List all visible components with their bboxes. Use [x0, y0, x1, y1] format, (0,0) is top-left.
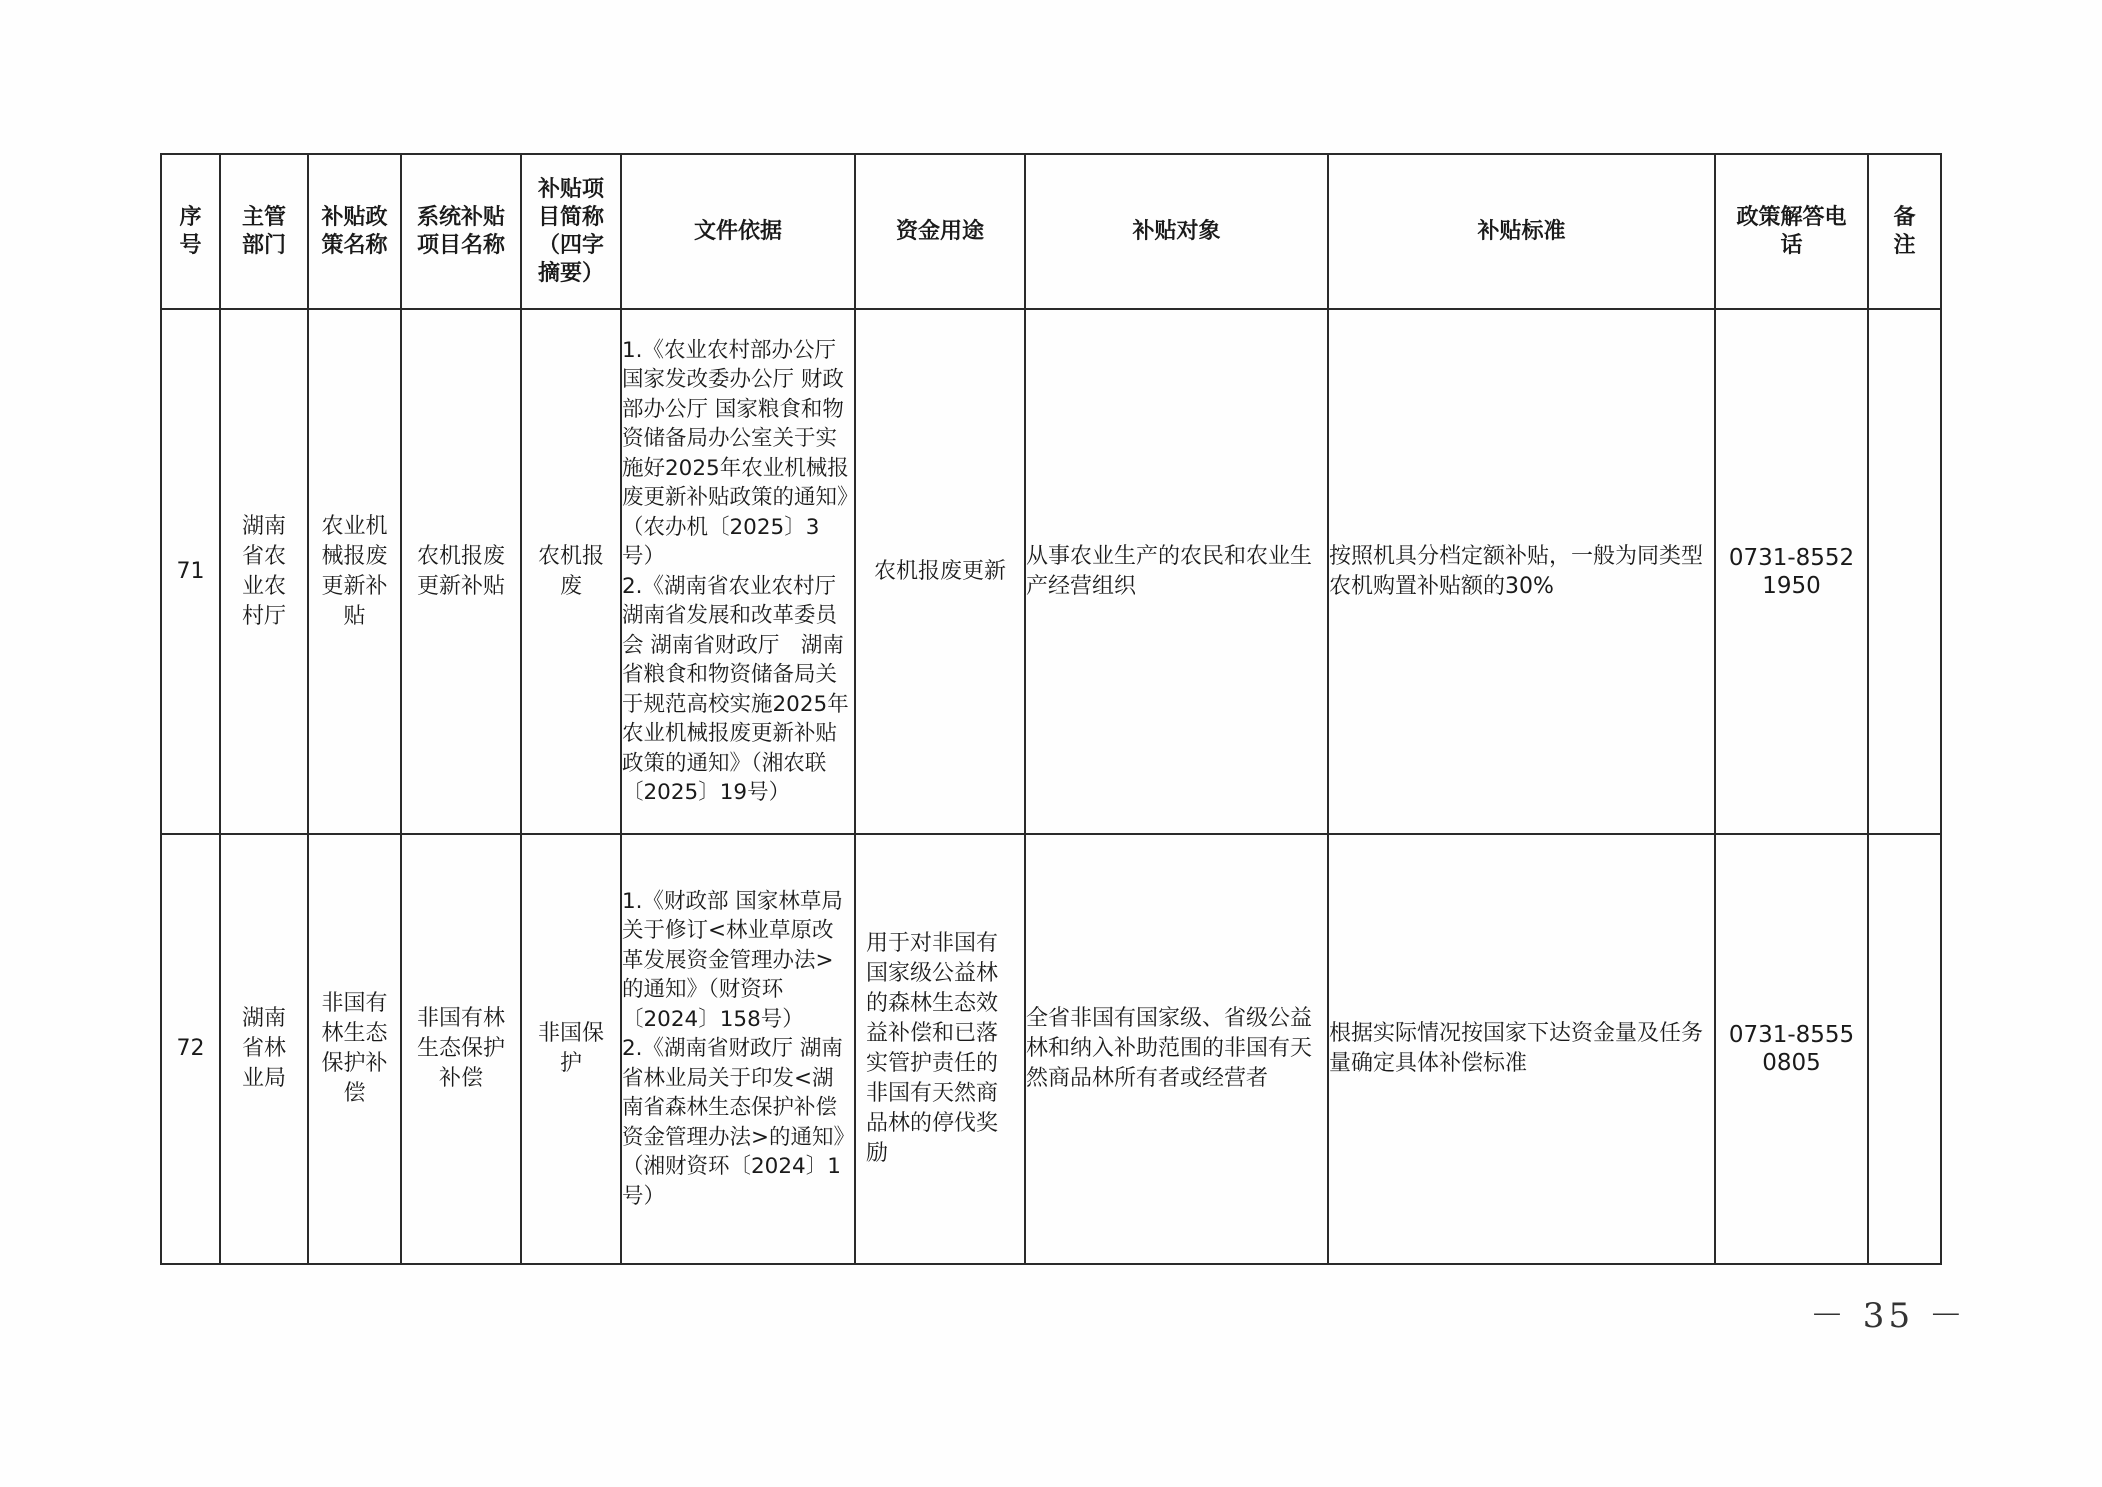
cell-system: 农机报废更新补贴 — [401, 309, 521, 834]
header-remark: 备注 — [1868, 154, 1941, 309]
page-number: － 35 － — [1810, 1296, 1967, 1336]
header-seq: 序号 — [161, 154, 220, 309]
cell-target: 从事农业生产的农民和农业生产经营组织 — [1025, 309, 1328, 834]
header-usage: 资金用途 — [855, 154, 1025, 309]
cell-target: 全省非国有国家级、省级公益林和纳入补助范围的非国有天然商品林所有者或经营者 — [1025, 834, 1328, 1264]
cell-abbr: 非国保护 — [521, 834, 621, 1264]
cell-system: 非国有林生态保护补偿 — [401, 834, 521, 1264]
table-row — [161, 834, 1941, 1264]
cell-remark — [1868, 309, 1941, 834]
cell-basis: 1.《财政部 国家林草局关于修订<林业草原改革发展资金管理办法>的通知》（财资环〔2024〕158号） 2.《湖南省财政厅 湖南省林业局关于印发<湖南省森林生态保护补偿资金管理办法>的通知》（湘财资环〔2024〕1号） — [621, 834, 855, 1264]
header-policy: 补贴政策名称 — [308, 154, 401, 309]
cell-phone: 0731-8555 0805 — [1715, 834, 1868, 1264]
cell-phone: 0731-8552 1950 — [1715, 309, 1868, 834]
table-row — [161, 309, 1941, 834]
cell-usage: 用于对非国有国家级公益林的森林生态效益补偿和已落实管护责任的非国有天然商品林的停伐奖励 — [855, 834, 1025, 1264]
header-basis: 文件依据 — [621, 154, 855, 309]
cell-usage: 农机报废更新 — [855, 309, 1025, 834]
header-abbr: 补贴项目简称（四字摘要） — [521, 154, 621, 309]
header-dept: 主管部门 — [220, 154, 308, 309]
cell-policy: 非国有林生态保护补偿 — [308, 834, 401, 1264]
cell-abbr: 农机报废 — [521, 309, 621, 834]
cell-seq: 72 — [161, 834, 220, 1264]
cell-standard: 根据实际情况按国家下达资金量及任务量确定具体补偿标准 — [1328, 834, 1715, 1264]
header-target: 补贴对象 — [1025, 154, 1328, 309]
header-system: 系统补贴项目名称 — [401, 154, 521, 309]
header-standard: 补贴标准 — [1328, 154, 1715, 309]
policy-table — [160, 153, 1942, 1265]
cell-standard: 按照机具分档定额补贴，一般为同类型农机购置补贴额的30% — [1328, 309, 1715, 834]
cell-dept: 湖南省林业局 — [220, 834, 308, 1264]
cell-basis: 1.《农业农村部办公厅 国家发改委办公厅 财政部办公厅 国家粮食和物资储备局办公室关于实施好2025年农业机械报废更新补贴政策的通知》（农办机〔2025〕3号） 2.《湖南省农业农村厅 湖南省发展和改革委员会 湖南省财政厅 湖南省粮食和物资储备局关于规范高校实施2025年农业机械报废更新补贴政策的通知》（湘农联〔2025〕19号） — [621, 309, 855, 834]
cell-policy: 农业机械报废更新补贴 — [308, 309, 401, 834]
cell-dept: 湖南省农业农村厅 — [220, 309, 308, 834]
cell-seq: 71 — [161, 309, 220, 834]
cell-remark — [1868, 834, 1941, 1264]
header-phone: 政策解答电话 — [1715, 154, 1868, 309]
table-header-row — [161, 154, 1941, 309]
